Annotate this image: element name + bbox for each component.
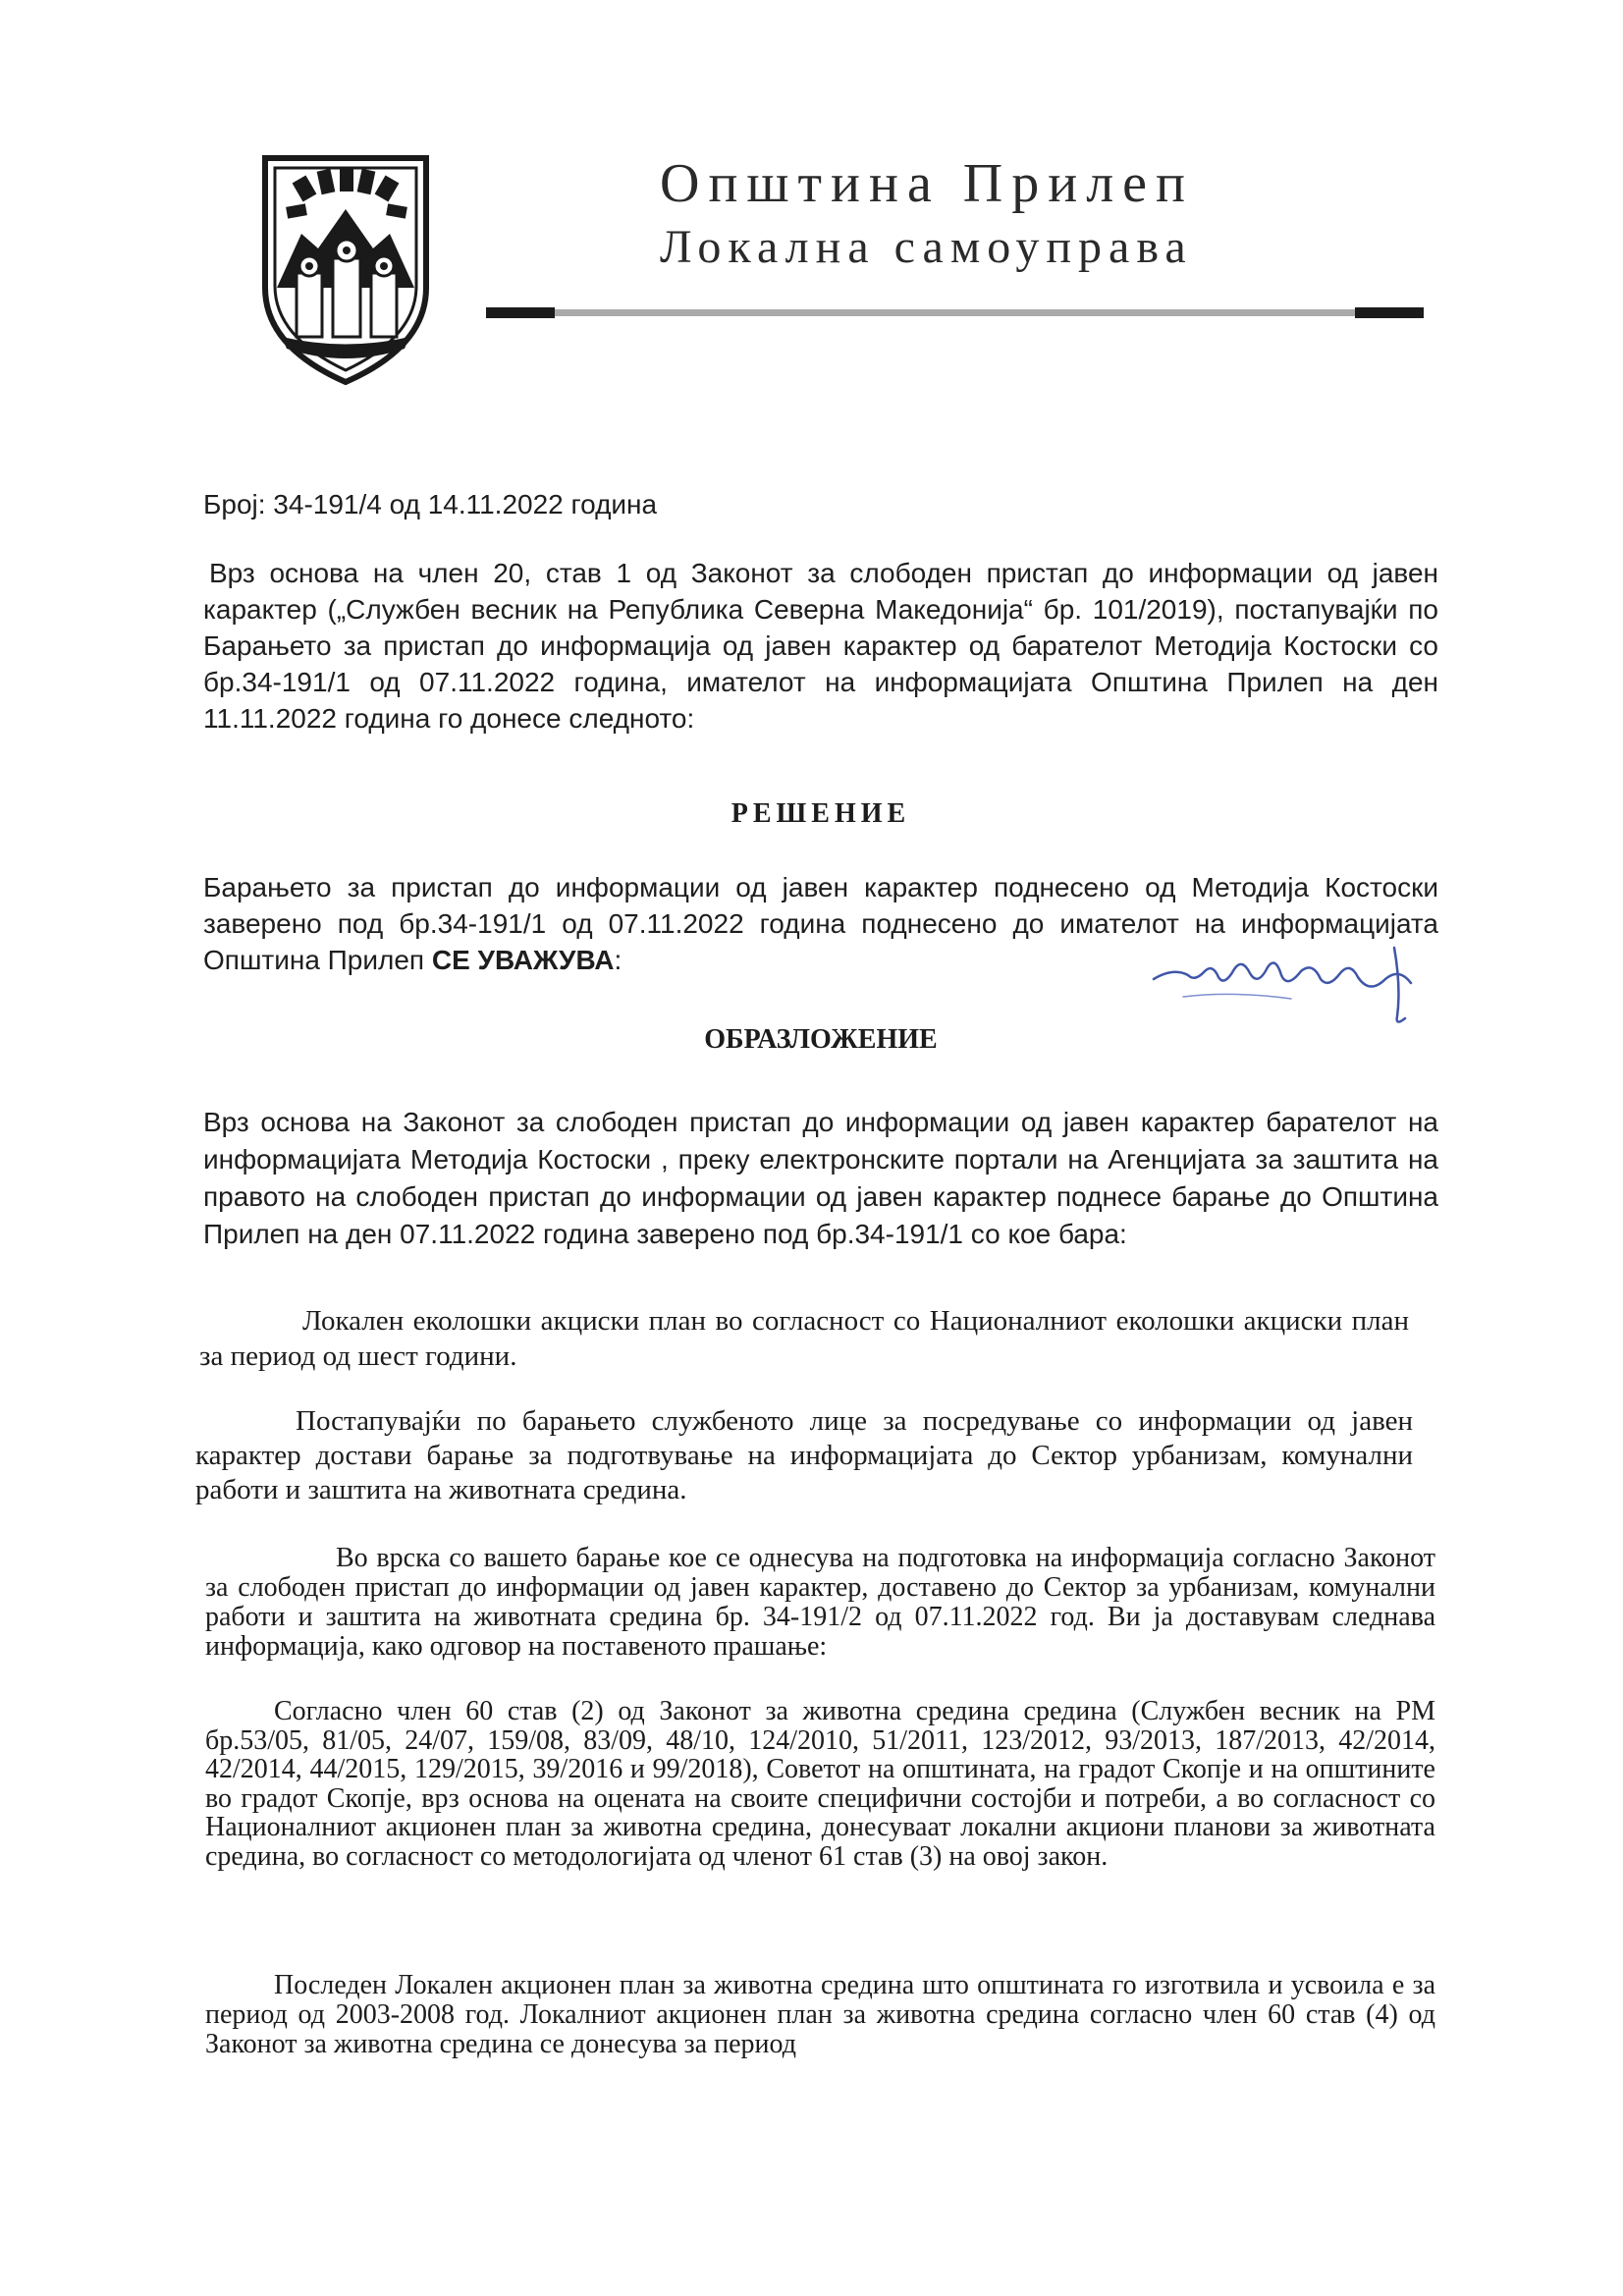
intro-text: Врз основа на член 20, став 1 од Законот за слободен пристап до информации од јавен карактер („Службен весник на Република Северна Македонија“ бр. 101/2019), постапувајќи по Барањето за пристап до информација од јавен карактер од барателот Методија Костоски со бр.34-191/1 од 07.11.2022 година, имателот на информацијата Општина Прилеп на ден 11.11.2022 година го донесе следното:: [203, 558, 1438, 734]
municipal-coat-of-arms-icon: [257, 140, 434, 388]
decision-text: Барањето за пристап до информации од јавен карактер поднесено од Методија Костоски заверено под бр.34-191/1 од 07.11.2022 година поднесено до имателот на информацијата Општина Прилеп: [203, 872, 1438, 975]
request-quote-text: Локален еколошки акциски план во согласност со Националниот еколошки акциски план за период од шест години.: [199, 1305, 1409, 1372]
signature-icon: [1144, 928, 1458, 1036]
request-quote: [199, 1303, 1409, 1374]
last-plan-paragraph: [205, 1971, 1435, 2059]
decision-heading: РЕШЕНИЕ: [730, 798, 911, 829]
response-paragraph: [205, 1544, 1435, 1662]
reasoning-heading: ОБРАЗЛОЖЕНИЕ: [704, 1024, 938, 1055]
intro-paragraph: [203, 555, 1438, 737]
reference-number: Број: 34-191/4 од 14.11.2022 година: [203, 489, 658, 519]
header: [660, 152, 1445, 278]
processing-paragraph: [195, 1404, 1413, 1507]
municipality-title: Општина Прилеп: [660, 153, 1194, 214]
law-paragraph: [205, 1697, 1435, 1871]
reasoning-text: Врз основа на Законот за слободен пристап до информации од јавен карактер барателот на информацијата Методија Костоски , преку електронските портали на Агенцијата за заштита на правото на слободен пристап до информации од јавен карактер поднесе барање до Општина Прилеп на ден 07.11.2022 година заверено под бр.34-191/1 со кое бара:: [203, 1107, 1438, 1249]
header-divider: [486, 307, 1424, 318]
decision-outcome: СЕ УВАЖУВА: [431, 945, 615, 975]
law-text: Согласно член 60 став (2) од Законот за животна средина средина (Службен весник на РМ бр.53/05, 81/05, 24/07, 159/08, 83/09, 48/10, 124/2010, 51/2011, 123/2012, 93/2013, 187/2013, 42/2014, 42/2014, 44/2015, 129/2015, 39/2016 и 99/2018), Советот на општината, на градот Скопје и на општините во градот Скопје, врз основа на оцената на своите специфични состојби и потреби, а во согласност со Националниот акционен план за животна средина, донесуваат локални акциони планови за животната средина, во согласност со методологијата од членот 61 став (3) на овој закон.: [205, 1696, 1435, 1872]
decision-end: :: [614, 945, 622, 975]
processing-text: Постапувајќи по барањето службеното лице за посредување со информации од јавен карактер достави барање за подготвување на информацијата до Сектор урбанизам, комунални работи и заштита на животната средина.: [195, 1405, 1413, 1505]
response-text: Во врска со вашето барање кое се однесува на подготовка на информација согласно Законот за слободен пристап до информации од јавен карактер, доставено до Сектор за урбанизам, комунални работи и заштита на животната средина бр. 34-191/2 од 07.11.2022 год. Ви ја доставувам следнава информација, како одговор на поставеното прашање:: [205, 1543, 1435, 1662]
last-plan-text: Последен Локален акционен план за животна средина што општината го изготвила и усвоила е за период од 2003-2008 год. Локалниот акционен план за животна средина согласно член 60 став (4) од Законот за животна средина се донесува за период: [205, 1970, 1435, 2059]
municipality-subtitle: Локална самоуправа: [660, 221, 1193, 273]
reasoning-paragraph: [203, 1104, 1438, 1253]
